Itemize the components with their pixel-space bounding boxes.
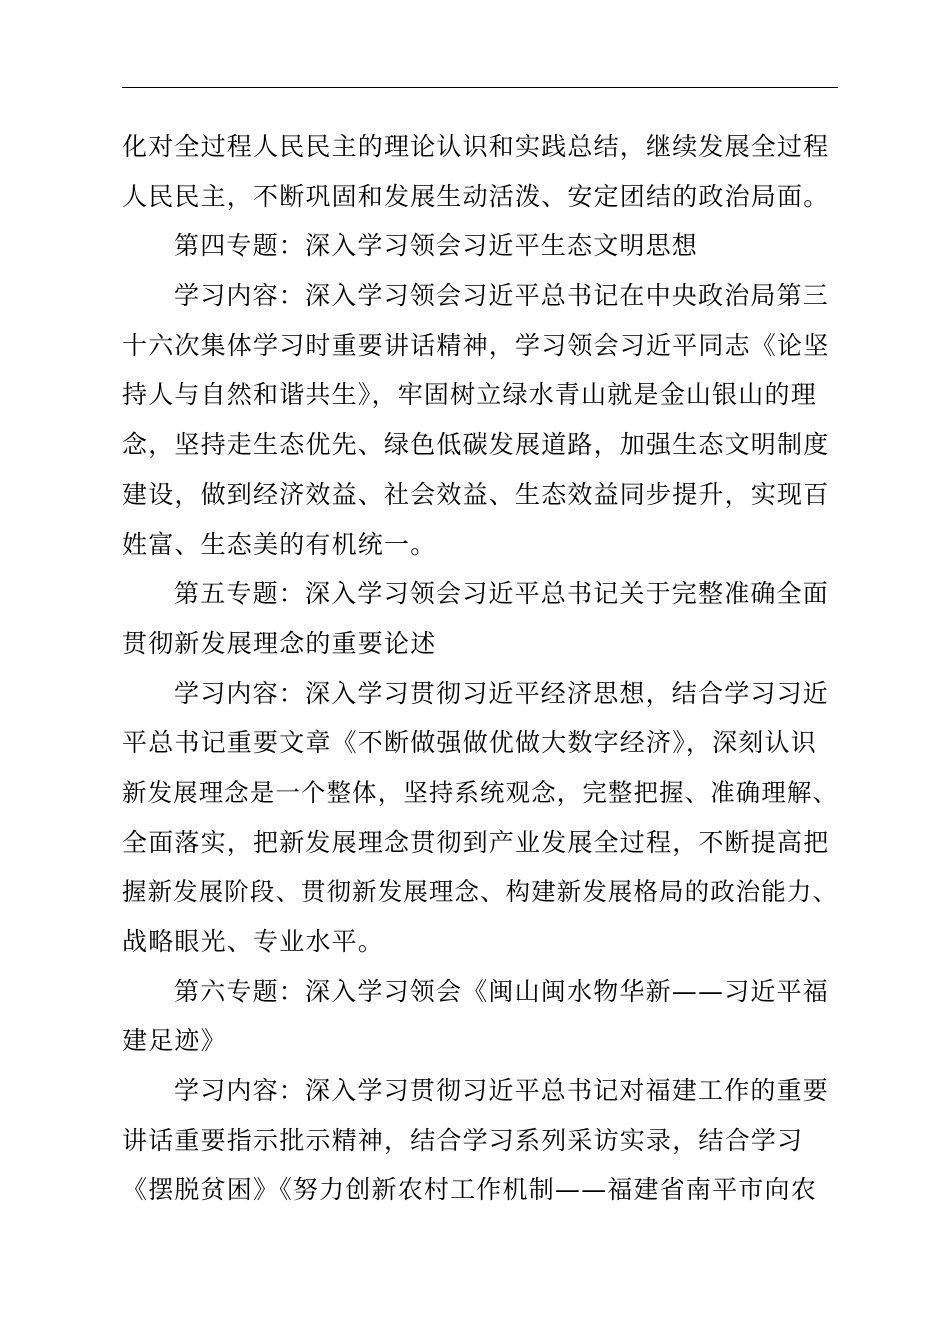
text-line: 握新发展阶段、贯彻新发展理念、构建新发展格局的政治能力、 bbox=[122, 877, 839, 907]
text-line: 化对全过程人民民主的理论认识和实践总结，继续发展全过程 bbox=[122, 132, 830, 161]
text-line: 全面落实，把新发展理念贯彻到产业发展全过程，不断提高把 bbox=[122, 827, 830, 857]
section-heading-6: 第六专题：深入学习领会《闽山闽水物华新——习近平福 bbox=[174, 976, 830, 1006]
section-heading-5: 第五专题：深入学习领会习近平总书记关于完整准确全面 bbox=[174, 579, 830, 609]
text-line: 念，坚持走生态优先、绿色低碳发展道路，加强生态文明制度 bbox=[122, 430, 830, 460]
body-text bbox=[122, 122, 838, 1215]
text-line: 讲话重要指示批示精神，结合学习系列采访实录，结合学习 bbox=[122, 1125, 804, 1155]
text-line: 平总书记重要文章《不断做强做优做大数字经济》，深刻认识 bbox=[122, 728, 817, 758]
text-line: 学习内容：深入学习领会习近平总书记在中央政治局第三 bbox=[174, 281, 830, 311]
text-line: 建设，做到经济效益、社会效益、生态效益同步提升，实现百 bbox=[122, 479, 830, 509]
text-line: 《摆脱贫困》《努力创新农村工作机制——福建省南平市向农 bbox=[122, 1175, 817, 1205]
section-heading-4: 第四专题：深入学习领会习近平生态文明思想 bbox=[174, 231, 699, 261]
text-line: 持人与自然和谐共生》，牢固树立绿水青山就是金山银山的理 bbox=[122, 380, 817, 410]
text-line: 学习内容：深入学习贯彻习近平经济思想，结合学习习近 bbox=[174, 678, 830, 708]
text-line: 战略眼光、专业水平。 bbox=[122, 927, 385, 956]
section-heading-6-cont: 建足迹》 bbox=[122, 1026, 227, 1056]
text-line: 学习内容：深入学习贯彻习近平总书记对福建工作的重要 bbox=[174, 1076, 830, 1106]
text-line: 十六次集体学习时重要讲话精神，学习领会习近平同志《论坚 bbox=[122, 330, 830, 360]
header-rule bbox=[122, 87, 838, 88]
text-line: 新发展理念是一个整体，坚持系统观念，完整把握、准确理解、 bbox=[122, 777, 839, 807]
text-line: 姓富、生态美的有机统一。 bbox=[122, 529, 437, 559]
document-body bbox=[122, 122, 838, 1215]
text-line: 人民民主，不断巩固和发展生动活泼、安定团结的政治局面。 bbox=[122, 181, 830, 211]
section-heading-5-cont: 贯彻新发展理念的重要论述 bbox=[122, 628, 437, 658]
